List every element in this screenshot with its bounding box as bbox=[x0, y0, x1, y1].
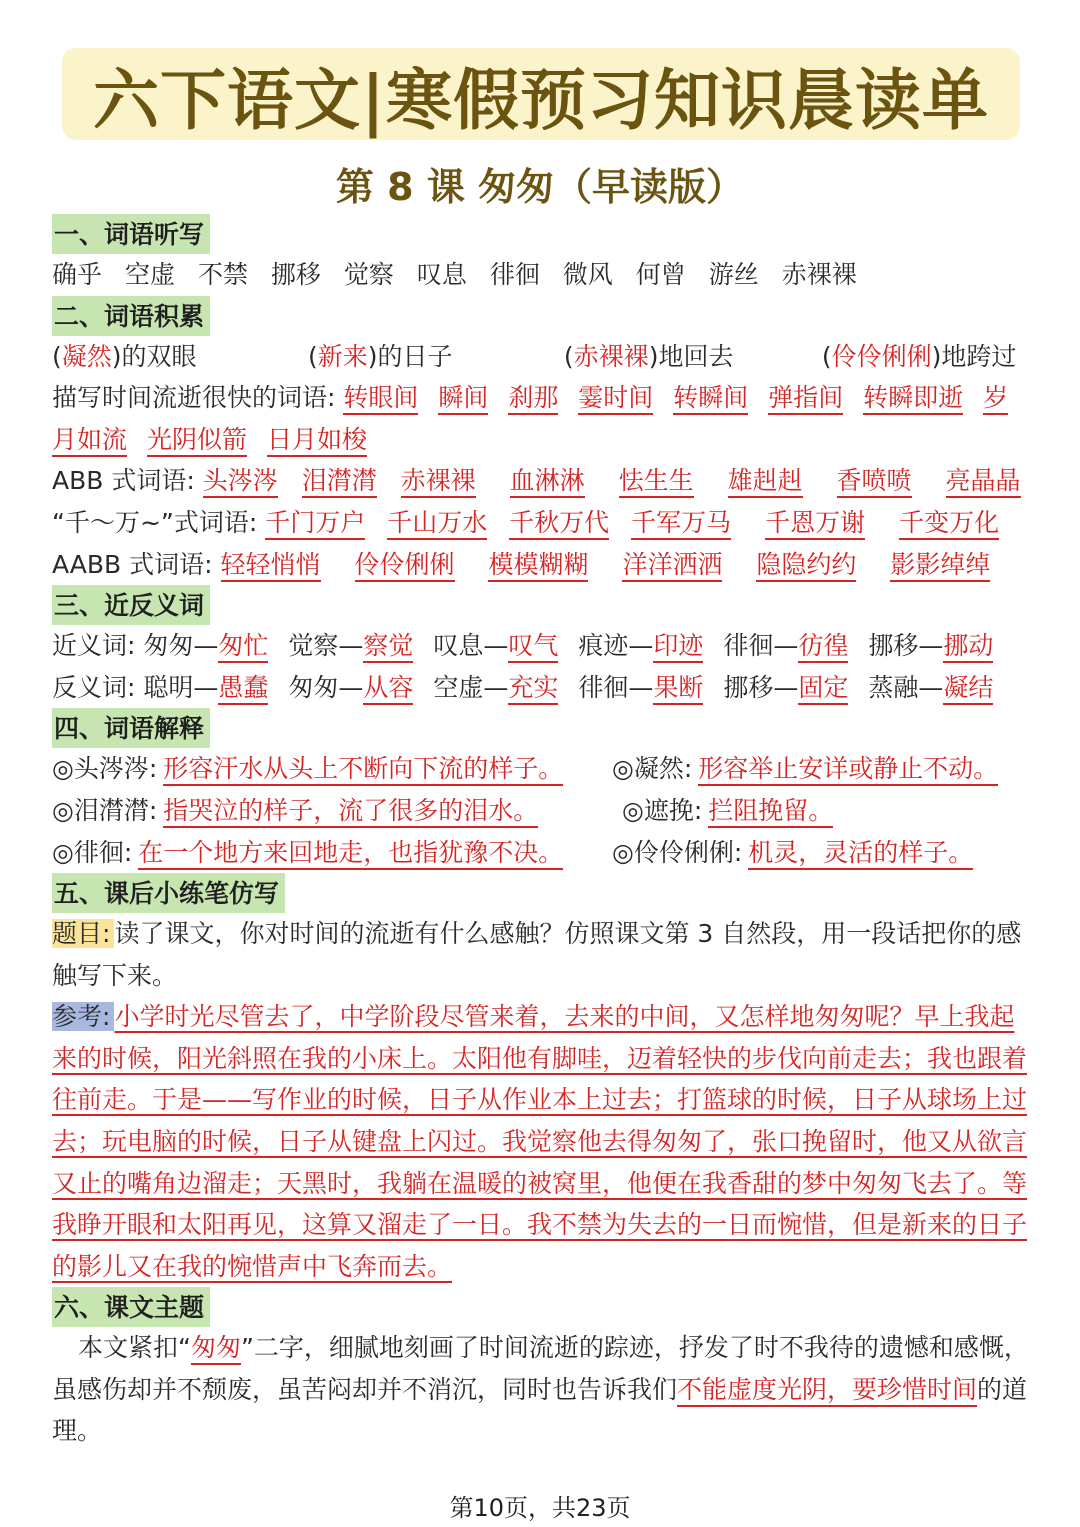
abb-label: ABB 式词语: bbox=[52, 466, 195, 496]
paren: ( bbox=[307, 341, 318, 371]
answer-word: 转瞬间 bbox=[673, 383, 748, 415]
answer-word: 刹那 bbox=[508, 383, 558, 415]
paren: ( bbox=[52, 341, 62, 371]
answer-word: 泪潸潸 bbox=[302, 466, 377, 498]
aabb-row bbox=[52, 544, 1032, 586]
definition-row bbox=[52, 832, 1032, 874]
pair-word: 徘徊 bbox=[723, 631, 774, 661]
answer-word: 光阴似箭 bbox=[147, 425, 247, 457]
definition-text: 在一个地方来回地走，也指犹豫不决。 bbox=[138, 838, 563, 870]
definition-item bbox=[52, 790, 622, 832]
word: 叹息 bbox=[416, 260, 467, 289]
definition-term: ◎凝然: bbox=[612, 754, 693, 784]
pair-answer: 挪动 bbox=[943, 631, 993, 663]
answer-word: 隐隐约约 bbox=[756, 550, 856, 582]
dash: — bbox=[628, 672, 654, 702]
pair-answer: 凝结 bbox=[943, 673, 993, 705]
fill-answer: 凝然 bbox=[61, 341, 112, 371]
definition-item bbox=[612, 832, 973, 874]
answer-word: 模模糊糊 bbox=[488, 550, 588, 582]
answer-word: 千山万水 bbox=[387, 508, 487, 540]
definition-text: 拦阻挽留。 bbox=[708, 796, 833, 828]
theme-text: ”二字，细腻地刻画了时间流逝的踪迹，抒发了时不我待的遗憾和感慨，虽感伤却并不颓废，虽苦闷却并不消沉，同时也告诉我们 bbox=[52, 1333, 1029, 1404]
paren: ( bbox=[821, 341, 832, 371]
word: 微风 bbox=[562, 260, 613, 289]
dash: — bbox=[483, 672, 509, 702]
pair-word: 挪移 bbox=[868, 631, 919, 661]
pair-word: 徘徊 bbox=[578, 672, 629, 702]
fill-suffix: )地回去 bbox=[648, 341, 734, 371]
fill-item bbox=[822, 336, 1052, 378]
topic-tag: 题目: bbox=[52, 919, 114, 948]
section-heading-accumulation: 二、词语积累 bbox=[52, 296, 210, 336]
answer-word: 千秋万代 bbox=[509, 508, 609, 540]
antonym-row bbox=[52, 667, 1032, 709]
dash: — bbox=[338, 672, 364, 702]
answer-word: 伶伶俐俐 bbox=[355, 550, 455, 582]
word: 确乎 bbox=[52, 260, 103, 289]
fill-item bbox=[564, 336, 814, 378]
page-title: 六下语文|寒假预习知识晨读单 bbox=[92, 60, 989, 139]
theme-text: 本文紧扣“ bbox=[78, 1333, 191, 1363]
section-heading-dictation: 一、词语听写 bbox=[52, 214, 210, 254]
word: 觉察 bbox=[343, 260, 394, 289]
pair-answer: 察觉 bbox=[363, 631, 413, 663]
answer-word: 千恩万谢 bbox=[765, 508, 865, 540]
fill-item bbox=[52, 336, 300, 378]
section-heading-theme: 六、课文主题 bbox=[52, 1287, 210, 1327]
definition-text: 形容汗水从头上不断向下流的样子。 bbox=[163, 754, 563, 786]
pair-answer: 印迹 bbox=[653, 631, 703, 663]
paren: ( bbox=[563, 341, 574, 371]
word: 何曾 bbox=[635, 260, 686, 289]
answer-word: 血淋淋 bbox=[510, 466, 585, 498]
answer-word: 岁 bbox=[983, 383, 1008, 415]
reference-tag: 参考: bbox=[52, 1002, 114, 1031]
pair-answer: 匆忙 bbox=[218, 631, 268, 663]
word: 空虚 bbox=[124, 260, 175, 289]
pair-answer: 充实 bbox=[508, 673, 558, 705]
title-banner bbox=[62, 48, 1020, 140]
topic-text: 读了课文，你对时间的流逝有什么感触？仿照课文第 3 自然段，用一段话把你的感触写下来。 bbox=[52, 919, 1022, 990]
answer-word: 雄赳赳 bbox=[728, 466, 803, 498]
definition-text: 机灵，灵活的样子。 bbox=[748, 838, 973, 870]
writing-topic bbox=[52, 913, 1032, 996]
answer-word: 怯生生 bbox=[619, 466, 694, 498]
answer-word: 千门万户 bbox=[265, 508, 365, 540]
reference-text: 小学时光尽管去了，中学阶段尽管来着，去来的中间，又怎样地匆匆呢？早上我起来的时候，阳光斜照在我的小床上。太阳他有脚哇，迈着轻快的步伐向前走去；我也跟着往前走。于是——写作业的时候，日子从作业本上过去；打篮球的时候，日子从球场上过去；玩电脑的时候，日子从键盘上闪过。我觉察他去得匆匆了，张口挽留时，他又从欲言又止的嘴角边溜走；天黑时，我躺在温暖的被窝里，他便在我香甜的梦中匆匆飞去了。等我睁开眼和太阳再见，这算又溜走了一日。我不禁为失去的一日而惋惜，但是新来的日子的影儿又在我的惋惜声中飞奔而去。 bbox=[52, 1002, 1028, 1281]
time-words-row bbox=[52, 377, 1032, 419]
dash: — bbox=[918, 631, 944, 661]
pair-word: 痕迹 bbox=[578, 631, 629, 661]
answer-word: 瞬间 bbox=[438, 383, 488, 415]
definition-text: 形容举止安详或静止不动。 bbox=[698, 754, 998, 786]
definition-item bbox=[612, 748, 998, 790]
answer-word: 月如流 bbox=[52, 425, 127, 457]
word: 徘徊 bbox=[489, 260, 540, 289]
qian-wan-row bbox=[52, 502, 1032, 544]
theme-text: 的道理。 bbox=[52, 1374, 1028, 1446]
fill-suffix: )的日子 bbox=[367, 341, 453, 371]
answer-word: 轻轻悄悄 bbox=[221, 550, 321, 582]
theme-paragraph bbox=[52, 1327, 1032, 1452]
answer-word: 转眼间 bbox=[343, 383, 418, 415]
fill-answer: 伶伶俐俐 bbox=[831, 341, 932, 371]
answer-word: 亮晶晶 bbox=[946, 466, 1021, 498]
theme-keyword: 不能虚度光阴，要珍惜时间 bbox=[677, 1375, 977, 1407]
answer-word: 千军万马 bbox=[631, 508, 731, 540]
pair-answer: 彷徨 bbox=[798, 631, 848, 663]
writing-reference bbox=[52, 996, 1032, 1287]
abb-row bbox=[52, 460, 1032, 502]
fill-answer: 新来 bbox=[317, 341, 368, 371]
word: 不禁 bbox=[197, 260, 248, 289]
answer-word: 霎时间 bbox=[578, 383, 653, 415]
pair-word: 匆匆 bbox=[143, 631, 194, 661]
word: 赤裸裸 bbox=[781, 260, 857, 289]
pair-word: 挪移 bbox=[723, 672, 774, 702]
antonym-label: 反义词: bbox=[52, 672, 136, 702]
pair-answer: 叹气 bbox=[508, 631, 558, 663]
definition-term: ◎伶伶俐俐: bbox=[612, 837, 743, 867]
qian-wan-label: “千～万~”式词语: bbox=[52, 507, 258, 537]
definition-term: ◎遮挽: bbox=[622, 795, 703, 825]
dash: — bbox=[773, 631, 799, 661]
answer-word: 千变万化 bbox=[899, 508, 999, 540]
pair-word: 蒸融 bbox=[868, 672, 919, 702]
definition-text: 指哭泣的样子，流了很多的泪水。 bbox=[163, 796, 538, 828]
word: 挪移 bbox=[270, 260, 321, 289]
fill-suffix: )地跨过 bbox=[931, 341, 1017, 371]
definition-term: ◎头涔涔: bbox=[52, 754, 158, 784]
answer-word: 弹指间 bbox=[768, 383, 843, 415]
pair-answer: 固定 bbox=[798, 673, 848, 705]
pair-answer: 从容 bbox=[363, 673, 413, 705]
fill-in-row bbox=[52, 336, 1032, 378]
dash: — bbox=[628, 631, 654, 661]
definition-row bbox=[52, 790, 1032, 832]
answer-word: 日月如梭 bbox=[267, 425, 367, 457]
answer-word: 洋洋洒洒 bbox=[622, 550, 722, 582]
time-words-row-2 bbox=[52, 419, 1032, 461]
dictation-word-list bbox=[52, 254, 1032, 296]
pair-word: 叹息 bbox=[433, 631, 484, 661]
fill-answer: 赤裸裸 bbox=[573, 341, 649, 371]
answer-word: 赤裸裸 bbox=[401, 466, 476, 498]
definition-item bbox=[622, 790, 833, 832]
lesson-subtitle: 第 8 课 匆匆（早读版） bbox=[335, 165, 745, 209]
pair-answer: 愚蠢 bbox=[218, 673, 268, 705]
dash: — bbox=[338, 631, 364, 661]
synonym-row bbox=[52, 625, 1032, 667]
answer-word: 香喷喷 bbox=[837, 466, 912, 498]
dash: — bbox=[773, 672, 799, 702]
pair-word: 觉察 bbox=[288, 631, 339, 661]
pair-word: 匆匆 bbox=[288, 672, 339, 702]
worksheet-body bbox=[52, 214, 1032, 1452]
section-heading-writing: 五、课后小练笔仿写 bbox=[52, 873, 285, 913]
section-heading-definitions: 四、词语解释 bbox=[52, 708, 210, 748]
section-heading-synonyms: 三、近反义词 bbox=[52, 585, 210, 625]
answer-word: 转瞬即逝 bbox=[863, 383, 963, 415]
word: 游丝 bbox=[708, 260, 759, 289]
pair-word: 空虚 bbox=[433, 672, 484, 702]
dash: — bbox=[193, 672, 219, 702]
synonym-label: 近义词: bbox=[52, 631, 136, 661]
definition-item bbox=[52, 832, 612, 874]
pair-answer: 果断 bbox=[653, 673, 703, 705]
time-words-label: 描写时间流逝很快的词语: bbox=[52, 383, 336, 413]
definition-row bbox=[52, 748, 1032, 790]
dash: — bbox=[193, 631, 219, 661]
definition-term: ◎徘徊: bbox=[52, 837, 133, 867]
definition-item bbox=[52, 748, 612, 790]
page-number: 第10页，共23页 bbox=[449, 1494, 631, 1522]
aabb-label: AABB 式词语: bbox=[52, 549, 213, 579]
answer-word: 头涔涔 bbox=[203, 466, 278, 498]
fill-item bbox=[308, 336, 556, 378]
pair-word: 聪明 bbox=[143, 672, 194, 702]
theme-keyword: 匆匆 bbox=[191, 1333, 241, 1365]
definition-term: ◎泪潸潸: bbox=[52, 795, 158, 825]
dash: — bbox=[918, 672, 944, 702]
dash: — bbox=[483, 631, 509, 661]
answer-word: 影影绰绰 bbox=[890, 550, 990, 582]
fill-suffix: )的双眼 bbox=[111, 341, 197, 371]
